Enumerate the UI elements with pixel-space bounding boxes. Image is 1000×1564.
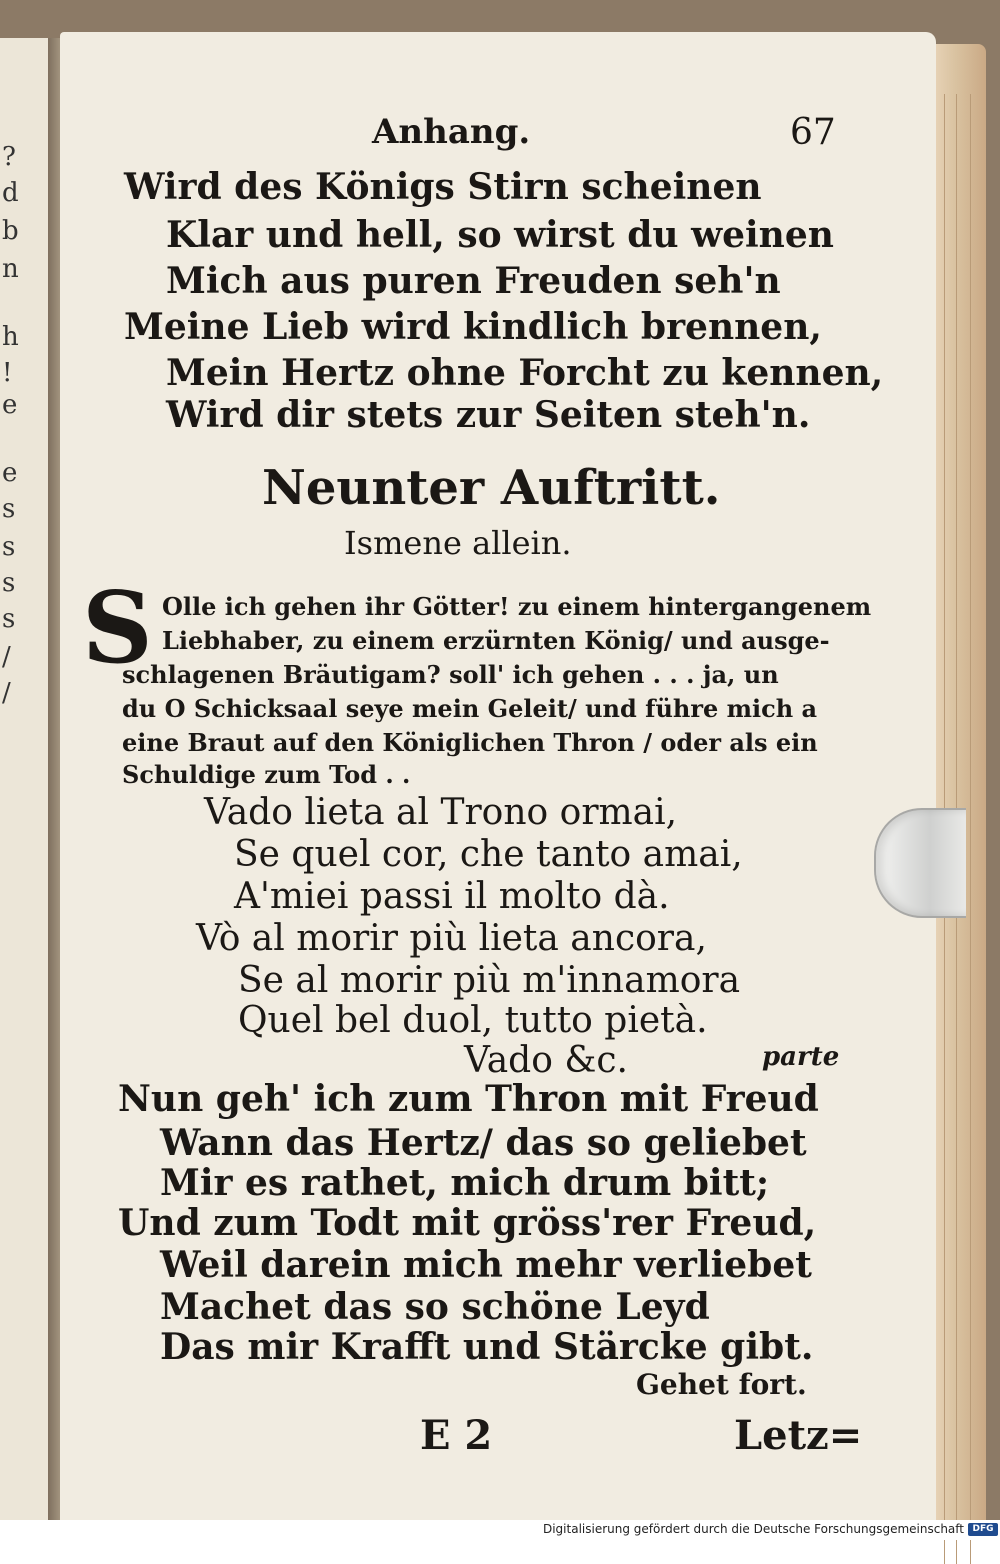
stage-direction-german: Gehet fort. <box>636 1368 807 1401</box>
left-fragment: ? <box>2 142 16 172</box>
left-fragment: / <box>2 642 11 672</box>
verse-line: Meine Lieb wird kindlich brennen, <box>124 306 822 348</box>
prose-line: du O Schicksaal seye mein Geleit/ und führe mich a <box>122 694 818 723</box>
verse-line: Mein Hertz ohne Forcht zu kennen, <box>166 352 884 394</box>
aria-line: Vò al morir più lieta ancora, <box>196 918 707 959</box>
scene-title: Neunter Auftritt. <box>262 460 721 516</box>
page-clip <box>874 808 966 918</box>
aria-line: A'miei passi il molto dà. <box>234 876 670 917</box>
verse-line: Weil darein mich mehr verliebet <box>160 1244 812 1286</box>
da-capo-mark: Vado &c. <box>464 1040 628 1081</box>
verse-line: Nun geh' ich zum Thron mit Freud <box>118 1078 819 1120</box>
left-fragment: s <box>2 568 16 598</box>
left-fragment: h <box>2 322 19 352</box>
left-fragment: e <box>2 458 18 488</box>
verse-line: Wann das Hertz/ das so geliebet <box>160 1122 807 1164</box>
verse-line: Wird dir stets zur Seiten steh'n. <box>166 394 811 436</box>
verse-line: Klar und hell, so wirst du weinen <box>166 214 834 256</box>
left-fragment: e <box>2 390 18 420</box>
prose-line: Liebhaber, zu einem erzürnten König/ und ausge- <box>162 626 830 655</box>
aria-line: Se quel cor, che tanto amai, <box>234 834 743 875</box>
page-number: 67 <box>790 112 836 153</box>
prose-line: schlagenen Bräutigam? soll' ich gehen . . . ja, un <box>122 660 779 689</box>
verse-line: Das mir Krafft und Stärcke gibt. <box>160 1326 814 1368</box>
left-fragment: s <box>2 532 16 562</box>
verse-line: Wird des Königs Stirn scheinen <box>124 166 762 208</box>
left-fragment: d <box>2 178 19 208</box>
aria-line: Se al morir più m'innamora <box>238 960 741 1001</box>
prose-line: Olle ich gehen ihr Götter! zu einem hintergangenem <box>162 592 872 621</box>
scene-subtitle: Ismene allein. <box>344 524 572 562</box>
left-fragment: n <box>2 254 19 284</box>
left-page-edge <box>0 38 50 1520</box>
catchword: Letz= <box>734 1412 863 1459</box>
running-header: Anhang. <box>372 112 531 152</box>
footer-bar <box>0 1520 1000 1540</box>
left-fragment: s <box>2 604 16 634</box>
aria-line: Quel bel duol, tutto pietà. <box>238 1000 708 1041</box>
left-fragment: / <box>2 678 11 708</box>
verse-line: Und zum Todt mit gröss'rer Freud, <box>118 1202 817 1244</box>
prose-line: eine Braut auf den Königlichen Thron / oder als ein <box>122 728 818 757</box>
left-fragment: ! <box>2 358 13 388</box>
stage-direction-italian: parte <box>762 1042 840 1072</box>
verse-line: Mich aus puren Freuden seh'n <box>166 260 781 302</box>
dfg-logo: DFG <box>968 1523 998 1536</box>
left-fragment: s <box>2 494 16 524</box>
drop-capital: S <box>82 571 153 686</box>
left-fragment: b <box>2 216 19 246</box>
prose-line: Schuldige zum Tod . . <box>122 760 411 789</box>
page-block-edge <box>936 44 986 1520</box>
signature-mark: E 2 <box>420 1412 493 1459</box>
verse-line: Mir es rathet, mich drum bitt; <box>160 1162 770 1204</box>
verse-line: Machet das so schöne Leyd <box>160 1286 710 1328</box>
aria-line: Vado lieta al Trono ormai, <box>204 792 678 833</box>
funding-credit: Digitalisierung gefördert durch die Deutsche Forschungsgemeinschaft <box>542 1522 964 1536</box>
